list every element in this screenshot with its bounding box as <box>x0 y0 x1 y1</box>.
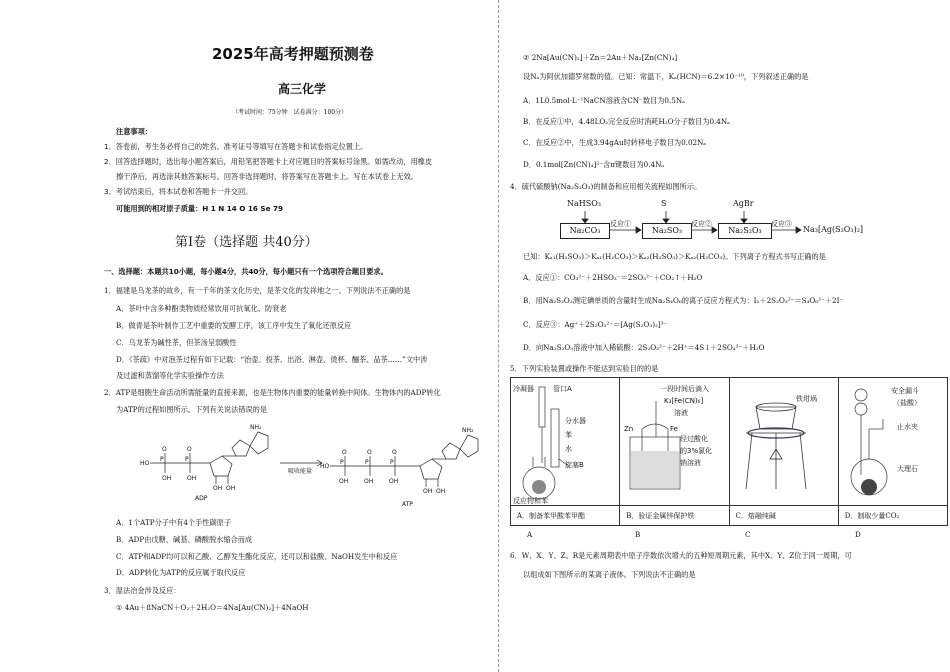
q3-given: 设Nₐ为阿伏加德罗常数的值。已知：常温下，Kₐ(HCN)＝6.2×10⁻¹⁰，下列叙述正确的是 <box>523 72 809 81</box>
reaction-1-label: 反应① <box>610 220 631 228</box>
label-iron-crucible: 铁坩埚 <box>795 394 817 403</box>
svg-text:OH: OH <box>187 475 197 482</box>
svg-text:HO: HO <box>140 460 150 467</box>
label-reactants: 反应物和苯 <box>513 496 548 505</box>
q4-stem: 4．硫代硫酸钠(Na₂S₂O₃)的制备和应用相关流程如图所示。 <box>510 182 702 191</box>
arrow-label: 吸收能量 <box>288 468 313 475</box>
label-water: 水 <box>565 444 572 453</box>
svg-text:P: P <box>160 456 164 463</box>
q1-option-d: D．《茶疏》中对泡茶过程有如下记载：“治壶、投茶、出浴、淋壶、烫杯、酾茶、品茶……”文中涉 <box>116 355 428 364</box>
adp-atp-diagram <box>140 418 500 518</box>
apparatus-d <box>838 378 947 506</box>
label-hcl: （盐酸） <box>892 398 921 407</box>
atp-label: ATP <box>402 501 413 508</box>
caption-c: C．熔融纯碱 <box>729 506 838 526</box>
note-item: 擦干净后，再选涂其他答案标号。回答非选择题时，将答案写在答题卡上。写在本试卷上无效。 <box>116 172 418 181</box>
svg-text:OH: OH <box>162 475 172 482</box>
q3-option-c: C．在反应②中，生成3.94gAu时转移电子数目为0.02Nₐ <box>523 138 707 147</box>
caption-a: A．制备苯甲酸苯甲酯 <box>511 506 620 526</box>
reagent-agbr: AgBr <box>733 199 754 208</box>
q6-stem-cont: 以组成如下图所示的某离子液体。下列说法不正确的是 <box>523 570 696 579</box>
flow-product: Na₃[Ag(S₂O₃)₂] <box>803 225 864 234</box>
exam-subtitle: 高三化学 <box>278 82 327 96</box>
svg-text:O: O <box>392 449 397 456</box>
label-condenser: 冷凝器 <box>513 384 534 393</box>
q1-option-d-cont: 及过滤和蒸馏等化学实验操作方法 <box>116 371 224 380</box>
flow-arrows <box>505 205 950 245</box>
reagent-nahso3: NaHSO₃ <box>567 199 601 208</box>
q2-option-c: C．ATP和ADP均可以和乙酸、乙醇发生酯化反应，还可以和盐酸、NaOH发生中和反应 <box>116 552 398 561</box>
note-item: 1．答卷前，考生务必将自己的姓名、准考证号等填写在答题卡和试卷指定位置上。 <box>104 142 368 151</box>
column-divider <box>498 0 499 672</box>
q2-stem-cont: 为ATP的过程如图所示。下列有关说法错误的是 <box>116 405 267 414</box>
svg-text:OH: OH <box>226 485 236 492</box>
label-k3fecn6: K₃[Fe(CN)₆] <box>664 396 704 405</box>
nh2-label-atp: NH₂ <box>462 427 474 434</box>
q5-apparatus-table <box>510 377 948 526</box>
label-nacl: 的3%氯化 <box>680 446 713 455</box>
exam-title: 2025年高考押题预测卷 <box>212 45 374 63</box>
q5-stem: 5．下列实验装置或操作不能达到实验目的的是 <box>510 364 659 373</box>
q4-given: 已知：Kₐ₁(H₂SO₃)＞Kₐ₁(H₂CO₃)＞Kₐ₂(H₂SO₃)＞Kₐ₂(H₂CO₃)。下列离子方程式书写正确的是 <box>523 252 826 261</box>
svg-text:P: P <box>340 459 344 466</box>
label-zn: Zn <box>624 424 634 433</box>
svg-text:OH: OH <box>213 485 223 492</box>
svg-text:P: P <box>185 456 189 463</box>
note-item: 3．考试结束后，将本试卷和答题卡一并交回。 <box>104 187 253 196</box>
q2-option-b: B．ADP由戊糖、碱基、磷酸脱水缩合而成 <box>116 535 253 544</box>
svg-text:P: P <box>390 459 394 466</box>
note-item: 2．回答选择题时，选出每小题答案后，用铅笔把答题卡上对应题目的答案标号涂黑。如需改动，用橡皮 <box>104 157 433 166</box>
q3-stem: 3．湿法冶金涉及反应： <box>104 586 181 595</box>
q3-eq1: ① 4Au＋8NaCN＋O₂＋2H₂O＝4Na[Au(CN)₂]＋4NaOH <box>116 603 309 612</box>
label-safety-funnel: 安全漏斗 <box>890 386 919 395</box>
label-clamp: 止水夹 <box>896 422 918 431</box>
option-letter-c: C <box>745 530 751 539</box>
svg-text:OH: OH <box>389 478 399 485</box>
notes-heading: 注意事项： <box>116 127 152 136</box>
svg-text:OH: OH <box>436 488 446 495</box>
q1-stem: 1．福建是乌龙茶的故乡，有一千年的茶文化历史，是茶文化的发祥地之一。下列说法不正确的是 <box>104 286 411 295</box>
label-port-a: 管口A <box>553 384 572 393</box>
nh2-label-adp: NH₂ <box>250 424 262 431</box>
svg-text:OH: OH <box>364 478 374 485</box>
svg-text:HO: HO <box>320 463 330 470</box>
section-description: 一、选择题：本题共10小题，每小题4分，共40分，每小题只有一个选项符合题目要求。 <box>104 267 388 276</box>
box-na2s2o3: Na₂S₂O₃ <box>718 223 772 239</box>
q1-option-b: B．做青是茶叶制作工艺中重要的发酵工序，该工序中发生了氧化还原反应 <box>116 321 352 330</box>
caption-b: B．验证金属锌保护铁 <box>620 506 729 526</box>
volume-heading: 第Ⅰ卷（选择题 共40分） <box>175 235 318 250</box>
option-letter-a: A <box>527 530 533 539</box>
reagent-s: S <box>661 199 667 208</box>
label-marble: 大理石 <box>896 464 918 473</box>
box-na2co3: Na₂CO₃ <box>560 223 610 239</box>
q2-option-d: D．ADP转化为ATP的反应属于取代反应 <box>116 568 246 577</box>
option-letter-d: D <box>855 530 861 539</box>
label-separator: 分水器 <box>565 416 586 425</box>
q1-option-a: A．茶叶中含多种酚类物质经常饮用可抗氧化、防衰老 <box>116 304 287 313</box>
q6-stem: 6．W、X、Y、Z、R是元素周期表中原子序数依次增大的五种短周期元素，其中X、Y、Z位于同一周期，可 <box>510 551 852 560</box>
reaction-2-label: 反应② <box>691 220 712 228</box>
atomic-masses: 可能用到的相对原子质量：H 1 N 14 O 16 Se 79 <box>116 204 283 213</box>
svg-text:O: O <box>367 449 372 456</box>
reaction-3-label: 反应③ <box>771 220 792 228</box>
q2-stem: 2．ATP是细胞生命活动所需能量的直接来源，也是生物体内重要的能量转换中间体。生物体内的ADP转化 <box>104 388 441 397</box>
box-na2so3: Na₂SO₃ <box>642 223 692 239</box>
q3-option-d: D．0.1mol[Zn(CN)₄]²⁻含π键数目为0.4Nₐ <box>523 160 665 169</box>
q2-option-a: A．1个ATP分子中有4个手性碳原子 <box>116 518 232 527</box>
exam-info: （考试时间：75分钟 试卷满分：100分） <box>232 109 348 116</box>
q4-option-a: A．反应①：CO₃²⁻＋2HSO₃⁻＝2SO₃²⁻＋CO₂↑＋H₂O <box>523 273 703 282</box>
label-stopcock: 旋塞B <box>565 460 584 469</box>
q3-option-a: A．1L0.5mol·L⁻¹NaCN溶液含CN⁻数目为0.5Nₐ <box>523 96 685 105</box>
svg-text:OH: OH <box>339 478 349 485</box>
option-letter-b: B <box>635 530 641 539</box>
q4-option-b: B．用Na₂S₂O₃测定碘单质的含量时生成Na₂S₄O₆的离子反应方程式为：I₂＋2S₂O₃²⁻＝S₄O₆²⁻＋2I⁻ <box>523 296 844 305</box>
svg-text:P: P <box>365 459 369 466</box>
caption-d: D．制取少量CO₂ <box>838 506 947 526</box>
label-solution: 溶液 <box>674 408 689 417</box>
svg-text:O: O <box>342 449 347 456</box>
q4-option-d: D．向Na₂S₂O₃溶液中加入稀硫酸：2S₂O₃²⁻＋2H⁺＝4S↓＋2SO₄²⁻＋H₂O <box>523 343 765 352</box>
q3-option-b: B．在反应①中，4.48LO₂完全反应时消耗H₂O分子数目为0.4Nₐ <box>523 117 730 126</box>
label-benzene: 苯 <box>565 430 572 439</box>
svg-text:O: O <box>162 446 167 453</box>
svg-text:O: O <box>187 446 192 453</box>
label-nacl-solution: 钠溶液 <box>680 458 702 467</box>
label-add-after: 一段时间后滴入 <box>660 384 710 393</box>
svg-text:OH: OH <box>423 488 433 495</box>
label-acidified: 经过酸化 <box>680 434 709 443</box>
adp-label: ADP <box>195 495 208 502</box>
apparatus-b <box>620 378 729 506</box>
apparatus-c <box>729 378 838 506</box>
apparatus-a <box>511 378 620 506</box>
right-column <box>505 0 950 672</box>
q1-option-c: C．乌龙茶为碱性茶，但茶汤呈弱酸性 <box>116 338 237 347</box>
q4-option-c: C．反应③：Ag⁺＋2S₂O₃²⁻＝[Ag(S₂O₃)₂]³⁻ <box>523 320 668 329</box>
q3-eq2: ② 2Na[Au(CN)₂]＋Zn＝2Au＋Na₂[Zn(CN)₄] <box>523 53 678 62</box>
label-fe: Fe <box>670 424 679 433</box>
